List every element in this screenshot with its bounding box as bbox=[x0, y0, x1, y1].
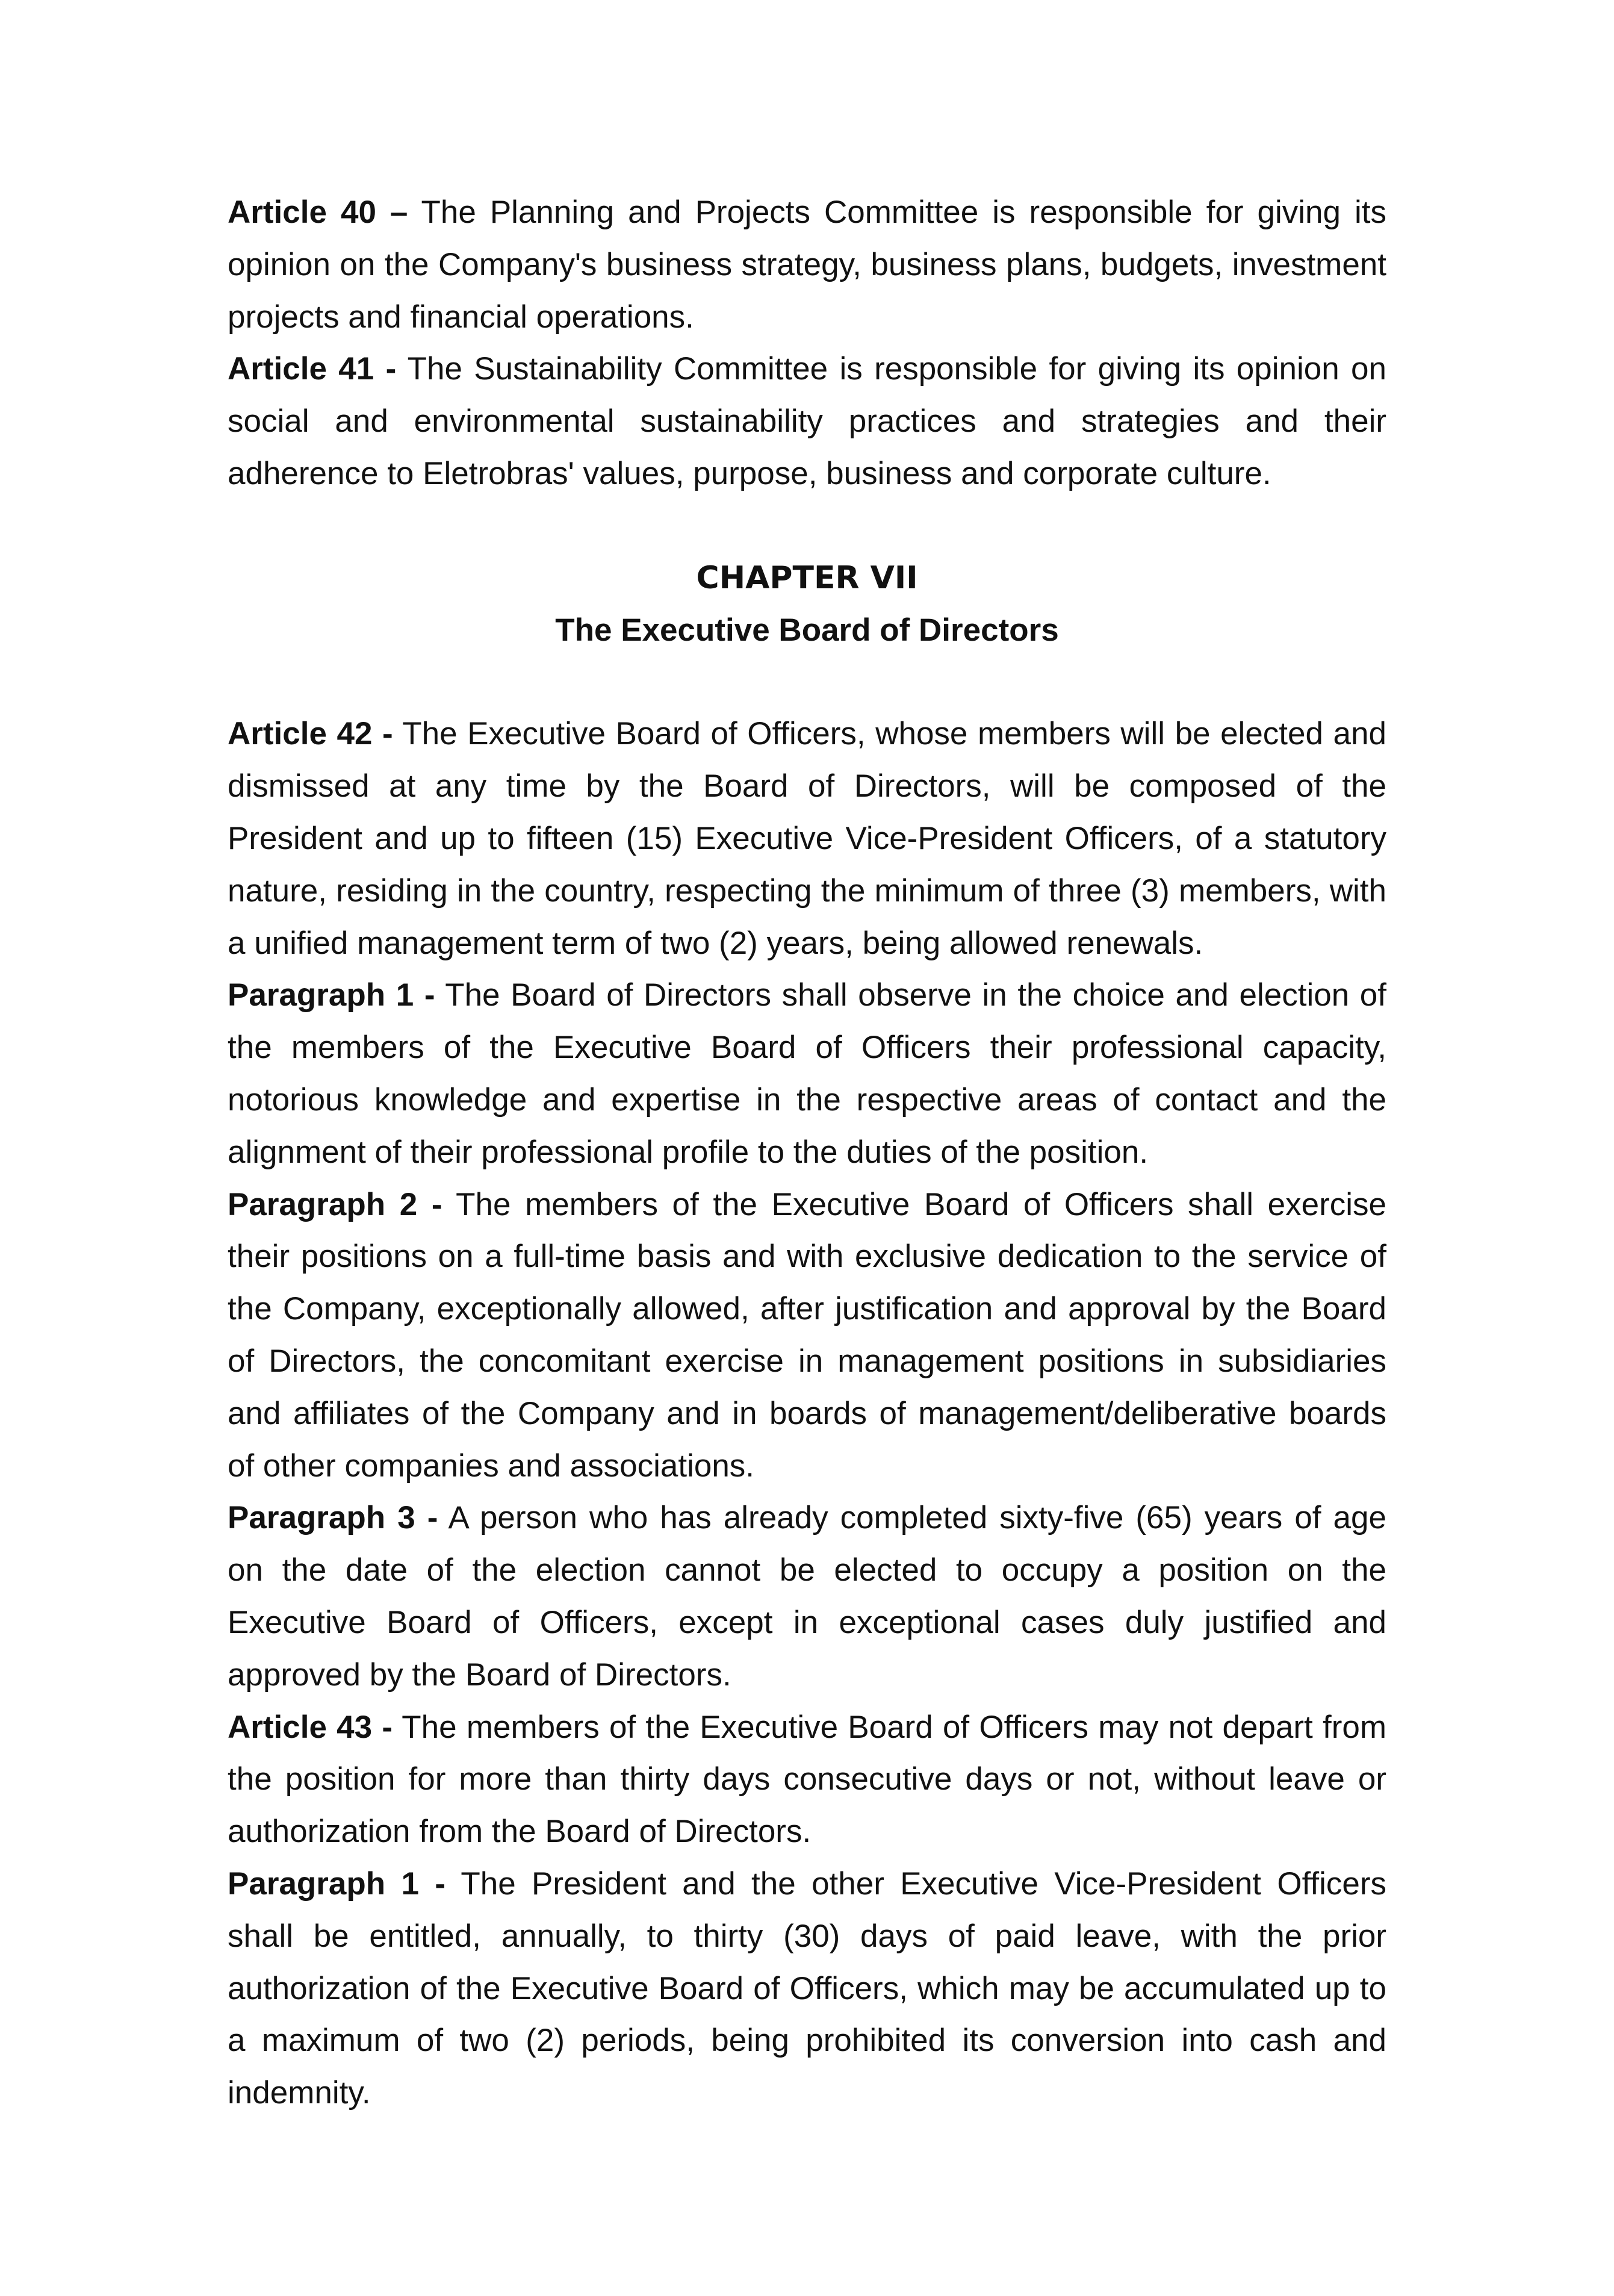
article-42-paragraph-1 bbox=[228, 969, 1386, 1178]
article-label: Article 42 - bbox=[228, 716, 393, 752]
chapter-title: The Executive Board of Directors bbox=[555, 612, 1059, 648]
article-text: The Planning and Projects Committee is responsible for giving its opinion on the Company's business strategy, business plans, budgets, investment projects and financial operations. bbox=[228, 194, 1386, 335]
article-42-paragraph-2 bbox=[228, 1179, 1386, 1493]
document-page bbox=[228, 187, 1386, 2120]
chapter-number: CHAPTER VII bbox=[696, 559, 918, 596]
paragraph-label: Paragraph 2 - bbox=[228, 1186, 442, 1222]
paragraph-text: The President and the other Executive Vice-President Officers shall be entitled, annually, to thirty (30) days of paid leave, with the prior authorization of the Executive Board of Officers, which may be accumulated up to a maximum of two (2) periods, being prohibited its conversion into cash and indemnity. bbox=[228, 1865, 1386, 2111]
article-42-paragraph-3 bbox=[228, 1492, 1386, 1701]
spacer bbox=[228, 656, 1386, 708]
paragraph-text: The Board of Directors shall observe in the choice and election of the members of the Executive Board of Officers their professional capacity, notorious knowledge and expertise in the respective areas of contact and the alignment of their professional profile to the duties of the position. bbox=[228, 977, 1386, 1170]
article-label: Article 41 - bbox=[228, 351, 397, 387]
paragraph-label: Paragraph 1 - bbox=[228, 1865, 445, 1902]
article-label: Article 40 – bbox=[228, 194, 408, 230]
paragraph-label: Paragraph 1 - bbox=[228, 977, 435, 1013]
article-41 bbox=[228, 343, 1386, 500]
chapter-heading bbox=[228, 552, 1386, 657]
article-40 bbox=[228, 187, 1386, 343]
article-label: Article 43 - bbox=[228, 1709, 393, 1745]
article-42 bbox=[228, 708, 1386, 969]
article-text: The Sustainability Committee is responsible for giving its opinion on social and environmental sustainability practices and strategies and their adherence to Eletrobras' values, purpose, business and corporate culture. bbox=[228, 351, 1386, 491]
paragraph-label: Paragraph 3 - bbox=[228, 1500, 438, 1536]
article-text: The members of the Executive Board of Officers may not depart from the position for more than thirty days consecutive days or not, without leave or authorization from the Board of Directors. bbox=[228, 1709, 1386, 1850]
article-43-paragraph-1 bbox=[228, 1858, 1386, 2120]
article-text: The Executive Board of Officers, whose members will be elected and dismissed at any time by the Board of Directors, will be composed of the President and up to fifteen (15) Executive Vice-President Officers, of a statutory nature, residing in the country, respecting the minimum of three (3) members, with a unified management term of two (2) years, being allowed renewals. bbox=[228, 716, 1386, 961]
paragraph-text: A person who has already completed sixty-five (65) years of age on the date of the election cannot be elected to occupy a position on the Executive Board of Officers, except in exceptional cases duly justified and approved by the Board of Directors. bbox=[228, 1500, 1386, 1693]
article-43 bbox=[228, 1702, 1386, 1858]
paragraph-text: The members of the Executive Board of Officers shall exercise their positions on a full-time basis and with exclusive dedication to the service of the Company, exceptionally allowed, after justification and approval by the Board of Directors, the concomitant exercise in management positions in subsidiaries and affiliates of the Company and in boards of management/deliberative boards of other companies and associations. bbox=[228, 1186, 1386, 1484]
